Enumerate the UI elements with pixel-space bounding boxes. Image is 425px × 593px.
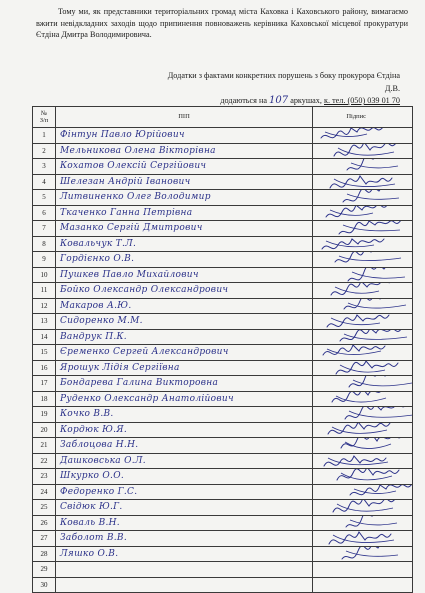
signature-scribble <box>313 469 413 485</box>
row-name <box>56 562 313 578</box>
signature-scribble <box>313 422 413 438</box>
row-signature <box>313 531 413 547</box>
table-header-row <box>33 107 413 128</box>
row-number: 30 <box>33 577 56 593</box>
row-name: Бойко Олександр Олександрович <box>56 283 313 299</box>
table-row <box>33 128 413 144</box>
row-signature <box>313 376 413 392</box>
signature-scribble <box>313 190 413 206</box>
table-row <box>33 484 413 500</box>
row-number: 11 <box>33 283 56 299</box>
row-signature <box>313 205 413 221</box>
row-number: 7 <box>33 221 56 237</box>
signature-scribble <box>313 453 413 469</box>
table-row <box>33 515 413 531</box>
signature-scribble <box>313 252 413 268</box>
row-number: 20 <box>33 422 56 438</box>
signature-scribble <box>313 221 413 237</box>
signature-scribble <box>313 515 413 531</box>
table-row <box>33 174 413 190</box>
table-row <box>33 159 413 175</box>
table-row <box>33 298 413 314</box>
row-name: Вандрук П.К. <box>56 329 313 345</box>
row-name <box>56 577 313 593</box>
row-number: 24 <box>33 484 56 500</box>
table-row <box>33 453 413 469</box>
row-number: 4 <box>33 174 56 190</box>
row-number: 21 <box>33 438 56 454</box>
row-number: 29 <box>33 562 56 578</box>
row-name: Литвиненко Олег Володимир <box>56 190 313 206</box>
row-number: 28 <box>33 546 56 562</box>
row-name: Кочко В.В. <box>56 407 313 423</box>
row-signature <box>313 391 413 407</box>
attachments-mid: аркушах, <box>290 96 322 105</box>
row-signature <box>313 329 413 345</box>
row-signature <box>313 159 413 175</box>
table-row <box>33 345 413 361</box>
intro-paragraph: Тому ми, як представники територіальних громад міста Каховка і Каховського району, вимагаємо вжити невідкладних заходів щодо припинення повноважень керівника Каховської місцевої прокуратури Єтдіна Дмитра Володимировича. <box>36 7 408 40</box>
row-number: 15 <box>33 345 56 361</box>
row-name: Мазанко Сергій Дмитрович <box>56 221 313 237</box>
table-row <box>33 314 413 330</box>
row-name: Ярошук Лідія Сергіївна <box>56 360 313 376</box>
signature-scribble <box>313 283 413 299</box>
table-row <box>33 438 413 454</box>
row-number: 23 <box>33 469 56 485</box>
row-name: Пушкев Павло Михайлович <box>56 267 313 283</box>
row-signature <box>313 283 413 299</box>
attachments-line-1: Додатки з фактами конкретних порушень з боку прокурора Єтдіна Д.В. <box>167 71 400 93</box>
table-row <box>33 469 413 485</box>
row-name: Фінтун Павло Юрійович <box>56 128 313 144</box>
row-name: Гордієнко О.В. <box>56 252 313 268</box>
table-row <box>33 546 413 562</box>
table-row <box>33 562 413 578</box>
row-name: Заблоцова Н.Н. <box>56 438 313 454</box>
row-number: 8 <box>33 236 56 252</box>
row-name: Мельникова Олена Вікторівна <box>56 143 313 159</box>
row-name: Макаров А.Ю. <box>56 298 313 314</box>
row-signature <box>313 469 413 485</box>
table-row <box>33 422 413 438</box>
row-number: 26 <box>33 515 56 531</box>
table-row <box>33 391 413 407</box>
table-row <box>33 500 413 516</box>
row-number: 6 <box>33 205 56 221</box>
attachments-note <box>160 70 400 108</box>
signature-scribble <box>313 438 413 454</box>
signature-scribble <box>313 267 413 283</box>
row-signature <box>313 143 413 159</box>
row-number: 17 <box>33 376 56 392</box>
row-number: 9 <box>33 252 56 268</box>
table-row <box>33 205 413 221</box>
row-signature <box>313 360 413 376</box>
row-number: 1 <box>33 128 56 144</box>
row-signature <box>313 453 413 469</box>
signature-scribble <box>313 205 413 221</box>
row-number: 16 <box>33 360 56 376</box>
table-row <box>33 221 413 237</box>
row-number: 25 <box>33 500 56 516</box>
row-signature <box>313 562 413 578</box>
row-number: 10 <box>33 267 56 283</box>
row-signature <box>313 190 413 206</box>
signature-scribble <box>313 407 413 423</box>
signature-scribble <box>313 174 413 190</box>
row-signature <box>313 267 413 283</box>
signature-table <box>32 106 413 593</box>
row-signature <box>313 174 413 190</box>
row-number: 14 <box>33 329 56 345</box>
row-name: Шкурко О.О. <box>56 469 313 485</box>
row-name: Заболот В.В. <box>56 531 313 547</box>
signature-scribble <box>313 314 413 330</box>
signature-scribble <box>313 531 413 547</box>
attachments-prefix: додаються на <box>220 96 267 105</box>
row-signature <box>313 236 413 252</box>
row-name: Свідюк Ю.Г. <box>56 500 313 516</box>
signature-scribble <box>313 484 413 500</box>
row-name: Шелезан Андрій Іванович <box>56 174 313 190</box>
row-number: 13 <box>33 314 56 330</box>
table-row <box>33 267 413 283</box>
header-signature: Підпис <box>313 107 413 128</box>
table-row <box>33 252 413 268</box>
table-row <box>33 577 413 593</box>
row-name: Руденко Олександр Анатолійович <box>56 391 313 407</box>
row-number: 5 <box>33 190 56 206</box>
signature-scribble <box>313 143 413 159</box>
row-name: Коваль В.Н. <box>56 515 313 531</box>
handwritten-sheet-count: 107 <box>269 95 289 106</box>
table-row <box>33 143 413 159</box>
row-signature <box>313 422 413 438</box>
row-signature <box>313 345 413 361</box>
row-name: Дашковська О.Л. <box>56 453 313 469</box>
signature-scribble <box>313 376 413 392</box>
row-name: Кохатов Олексій Сергійович <box>56 159 313 175</box>
row-signature <box>313 298 413 314</box>
header-number: № З/п <box>33 107 56 128</box>
table-row <box>33 236 413 252</box>
row-name: Ковальчук Т.Л. <box>56 236 313 252</box>
row-signature <box>313 221 413 237</box>
row-number: 22 <box>33 453 56 469</box>
table-row <box>33 283 413 299</box>
row-number: 27 <box>33 531 56 547</box>
table-row <box>33 531 413 547</box>
table-row <box>33 329 413 345</box>
table-row <box>33 190 413 206</box>
row-signature <box>313 252 413 268</box>
signature-scribble <box>313 345 413 361</box>
signature-scribble <box>313 546 413 562</box>
signature-scribble <box>313 298 413 314</box>
row-name: Сидоренко М.М. <box>56 314 313 330</box>
row-name: Ляшко О.В. <box>56 546 313 562</box>
row-signature <box>313 484 413 500</box>
row-number: 2 <box>33 143 56 159</box>
row-signature <box>313 128 413 144</box>
signature-scribble <box>313 500 413 516</box>
signature-scribble <box>313 360 413 376</box>
row-signature <box>313 577 413 593</box>
contact-phone: к. тел. (050) 039 01 70 <box>324 96 400 105</box>
header-name: ПІП <box>56 107 313 128</box>
signature-scribble <box>313 329 413 345</box>
row-name: Федоренко Г.С. <box>56 484 313 500</box>
row-name: Ткаченко Ганна Петрівна <box>56 205 313 221</box>
table-row <box>33 407 413 423</box>
signature-scribble <box>313 236 413 252</box>
signature-scribble <box>313 159 413 175</box>
row-name: Кордюк Ю.Я. <box>56 422 313 438</box>
row-signature <box>313 515 413 531</box>
row-number: 19 <box>33 407 56 423</box>
table-row <box>33 360 413 376</box>
signature-scribble <box>313 128 413 144</box>
row-number: 3 <box>33 159 56 175</box>
table-row <box>33 376 413 392</box>
row-signature <box>313 438 413 454</box>
row-number: 18 <box>33 391 56 407</box>
row-signature <box>313 407 413 423</box>
signature-scribble <box>313 391 413 407</box>
row-number: 12 <box>33 298 56 314</box>
row-name: Єременко Сергей Александрович <box>56 345 313 361</box>
row-signature <box>313 500 413 516</box>
row-signature <box>313 314 413 330</box>
row-name: Бондарева Галина Викторовна <box>56 376 313 392</box>
row-signature <box>313 546 413 562</box>
